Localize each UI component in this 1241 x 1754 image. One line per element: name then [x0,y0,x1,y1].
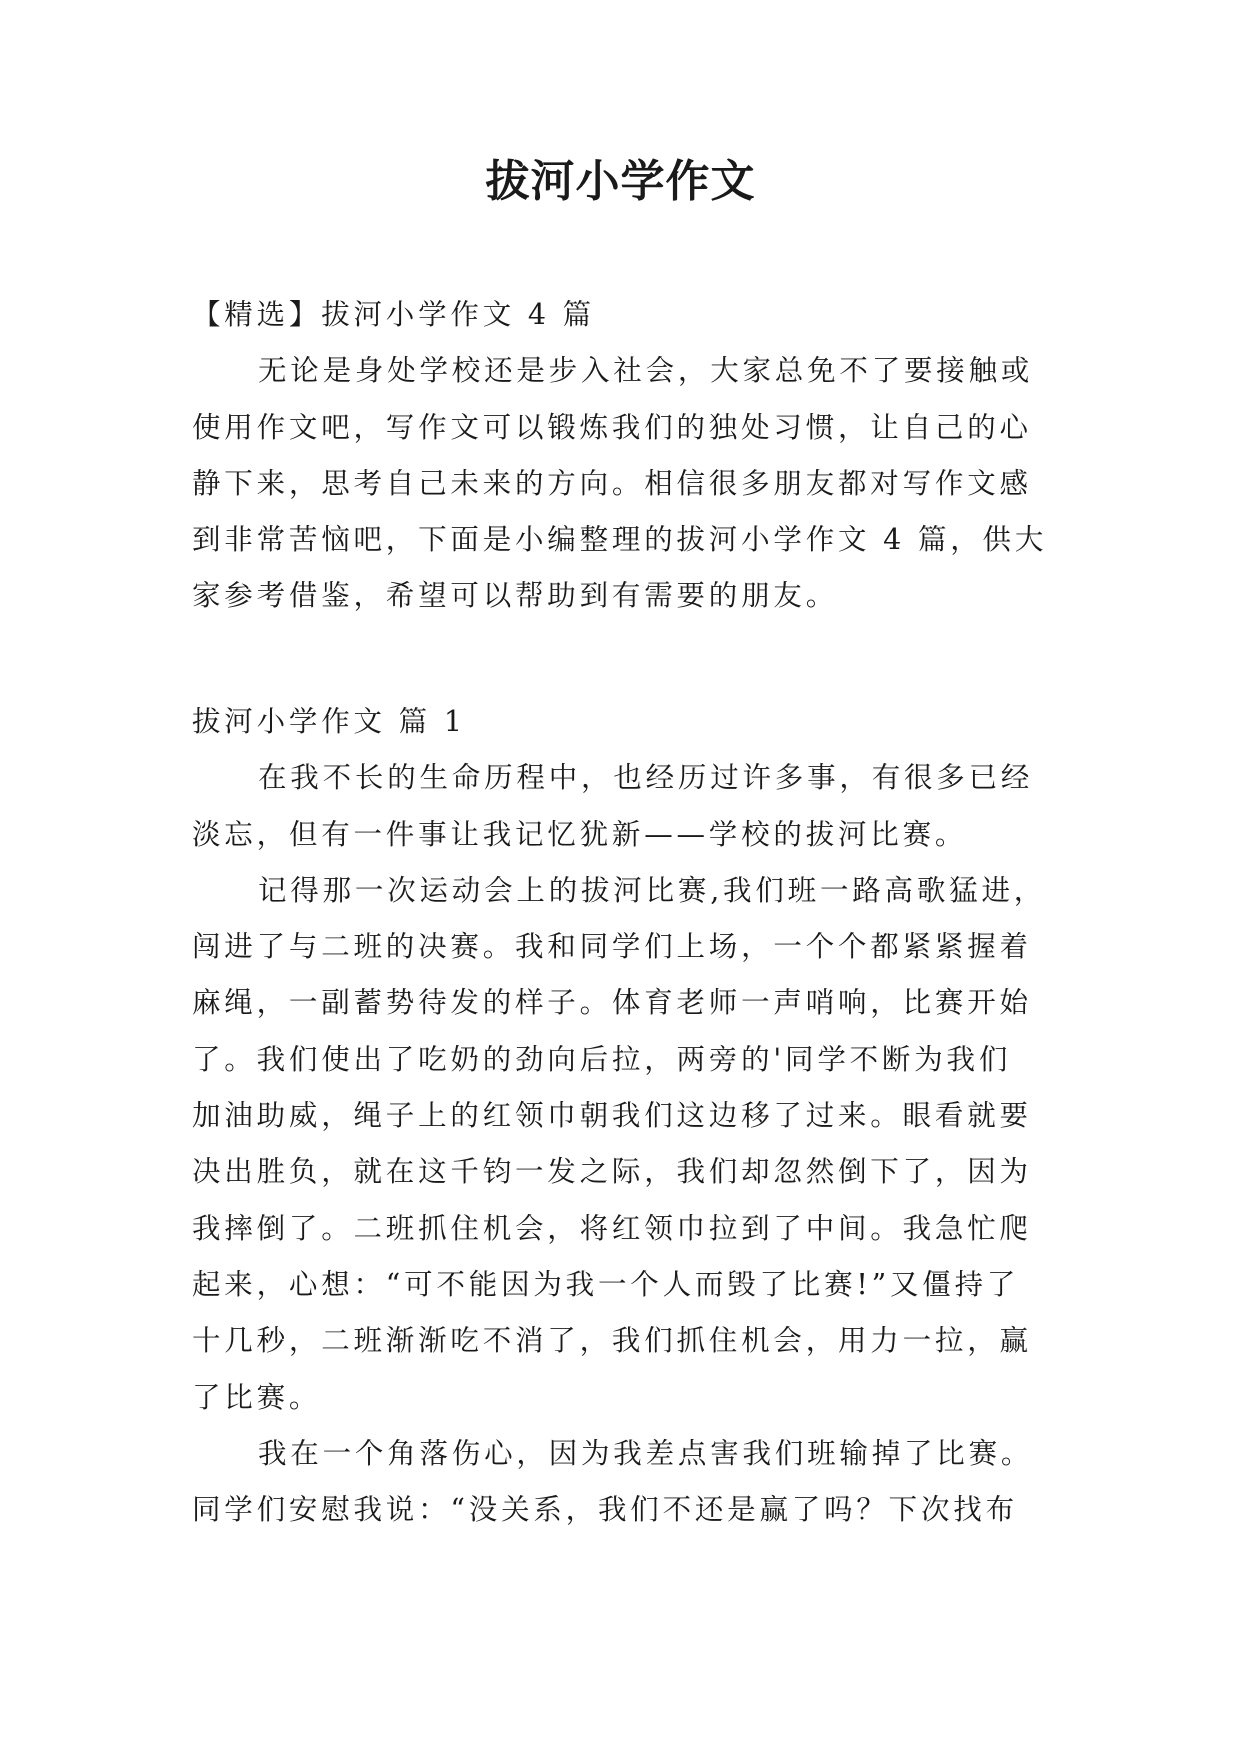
intro-line: 静下来，思考自己未来的方向。相信很多朋友都对写作文感 [192,466,1032,500]
essay-1-p2-line: 决出胜负，就在这千钧一发之际，我们却忽然倒下了，因为 [192,1155,1032,1189]
essay-1-p3-line: 同学们安慰我说：“没关系，我们不还是赢了吗？下次找布 [192,1493,1018,1527]
intro-section [192,287,1064,625]
essay-1-section [192,694,1064,1538]
essay-1-p2-line: 了比赛。 [192,1380,322,1414]
essay-1-p2-line: 我摔倒了。二班抓住机会，将红领巾拉到了中间。我急忙爬 [192,1211,1032,1245]
essay-1-p1-line: 淡忘，但有一件事让我记忆犹新——学校的拔河比赛。 [192,817,968,851]
essay-1-heading: 拔河小学作文 篇 1 [192,705,466,738]
document-title: 拔河小学作文 [485,156,756,207]
intro-heading: 【精选】拔河小学作文 4 篇 [192,298,595,331]
essay-1-p1-line: 在我不长的生命历程中，也经历过许多事，有很多已经 [258,761,1034,795]
intro-line: 无论是身处学校还是步入社会，大家总免不了要接触或 [258,354,1034,388]
essay-1-p2-line: 记得那一次运动会上的拔河比赛,我们班一路高歌猛进， [258,873,1047,907]
essay-1-p2-line: 麻绳，一副蓄势待发的样子。体育老师一声哨响，比赛开始 [192,986,1032,1020]
essay-1-p2-line: 闯进了与二班的决赛。我和同学们上场，一个个都紧紧握着 [192,930,1032,964]
intro-line: 家参考借鉴，希望可以帮助到有需要的朋友。 [192,579,839,613]
essay-1-p2-line: 十几秒，二班渐渐吃不消了，我们抓住机会，用力一拉，赢 [192,1324,1032,1358]
intro-line: 到非常苦恼吧，下面是小编整理的拔河小学作文 4 篇，供大 [192,523,1048,557]
essay-1-p3-line: 我在一个角落伤心，因为我差点害我们班输掉了比赛。 [258,1436,1034,1470]
essay-1-p2-line: 了。我们使出了吃奶的劲向后拉，两旁的'同学不断为我们 [192,1042,1012,1076]
essay-1-p2-line: 加油助威，绳子上的红领巾朝我们这边移了过来。眼看就要 [192,1099,1032,1133]
intro-line: 使用作文吧，写作文可以锻炼我们的独处习惯，让自己的心 [192,410,1032,444]
essay-1-p2-line: 起来，心想：“可不能因为我一个人而毁了比赛!”又僵持了 [192,1267,1020,1301]
